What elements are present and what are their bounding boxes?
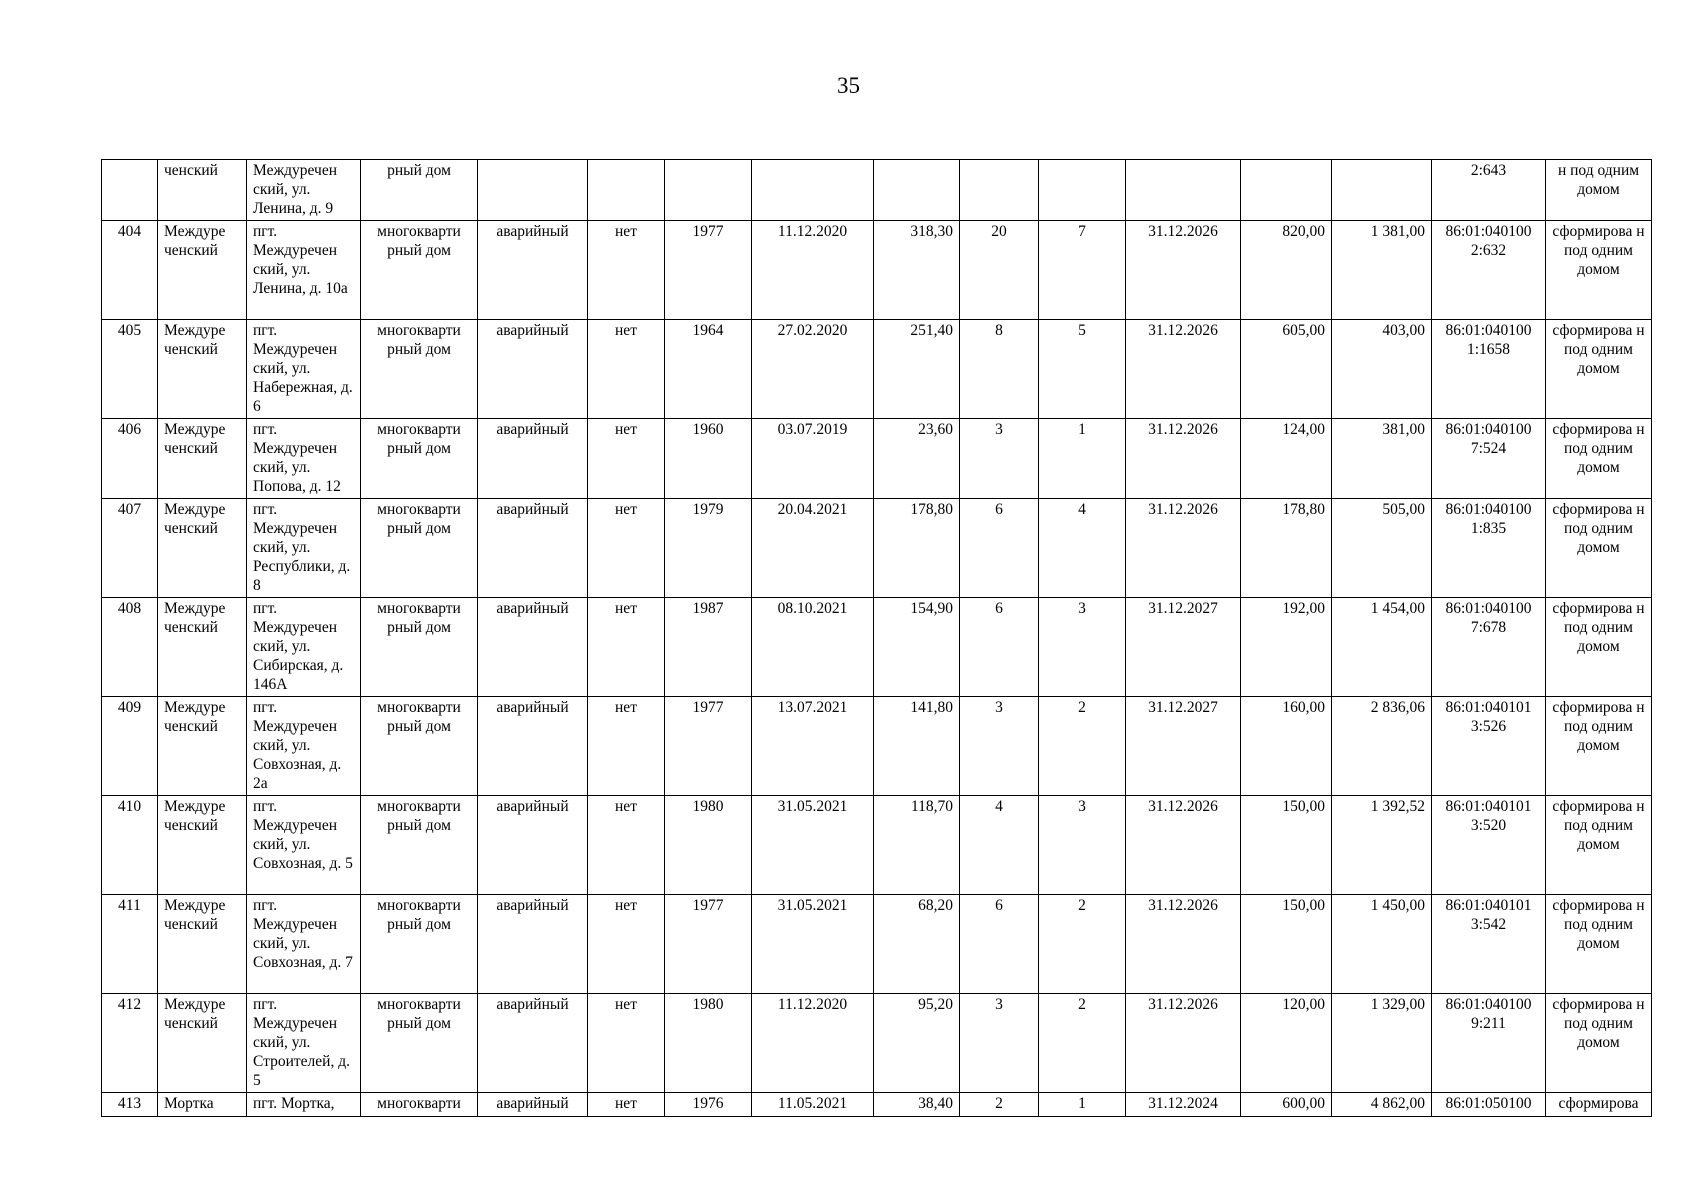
cost-cell: 1 454,00 xyxy=(1332,598,1432,697)
area-cell: 141,80 xyxy=(874,697,960,796)
resettlement-deadline-cell: 31.12.2027 xyxy=(1126,598,1241,697)
rooms-cell: 2 xyxy=(1039,895,1126,994)
residents-cell: 20 xyxy=(960,221,1039,320)
cadastral-number-cell: 86:01:040100 1:835 xyxy=(1432,499,1546,598)
area-cell xyxy=(874,160,960,221)
row-number-cell: 412 xyxy=(102,994,158,1093)
building-type-cell: многокварти рный дом xyxy=(361,697,478,796)
residents-cell xyxy=(960,160,1039,221)
land-area-cell: 150,00 xyxy=(1241,895,1332,994)
flag-cell: нет xyxy=(588,320,665,419)
land-status-cell: н под одним домом xyxy=(1546,160,1652,221)
resettlement-deadline-cell: 31.12.2026 xyxy=(1126,895,1241,994)
address-cell: пгт. Междуречен ский, ул. Попова, д. 12 xyxy=(247,419,361,499)
cadastral-number-cell: 86:01:040100 2:632 xyxy=(1432,221,1546,320)
cadastral-number-cell: 86:01:040101 3:526 xyxy=(1432,697,1546,796)
condition-status-cell xyxy=(478,160,588,221)
condition-status-cell: аварийный xyxy=(478,499,588,598)
cadastral-number-cell: 86:01:040100 1:1658 xyxy=(1432,320,1546,419)
table-row xyxy=(102,994,1652,1093)
build-year-cell: 1979 xyxy=(665,499,752,598)
condition-status-cell: аварийный xyxy=(478,419,588,499)
land-status-cell: сформирова н под одним домом xyxy=(1546,419,1652,499)
address-cell: пгт. Междуречен ский, ул. Республики, д. 8 xyxy=(247,499,361,598)
land-status-cell: сформирова н под одним домом xyxy=(1546,320,1652,419)
recognition-date-cell: 08.10.2021 xyxy=(752,598,874,697)
resettlement-deadline-cell: 31.12.2026 xyxy=(1126,796,1241,895)
resettlement-deadline-cell: 31.12.2026 xyxy=(1126,320,1241,419)
area-cell: 251,40 xyxy=(874,320,960,419)
building-type-cell: многокварти рный дом xyxy=(361,598,478,697)
cost-cell: 2 836,06 xyxy=(1332,697,1432,796)
rooms-cell: 2 xyxy=(1039,994,1126,1093)
cadastral-number-cell: 86:01:040100 7:524 xyxy=(1432,419,1546,499)
residents-cell: 3 xyxy=(960,697,1039,796)
recognition-date-cell: 11.12.2020 xyxy=(752,994,874,1093)
municipality-cell: Мортка xyxy=(158,1093,247,1117)
cost-cell: 4 862,00 xyxy=(1332,1093,1432,1117)
building-type-cell: многокварти рный дом xyxy=(361,419,478,499)
recognition-date-cell: 13.07.2021 xyxy=(752,697,874,796)
land-status-cell: сформирова н под одним домом xyxy=(1546,499,1652,598)
rooms-cell: 1 xyxy=(1039,1093,1126,1117)
table-row xyxy=(102,419,1652,499)
row-number-cell: 404 xyxy=(102,221,158,320)
table-row xyxy=(102,895,1652,994)
table-row xyxy=(102,160,1652,221)
condition-status-cell: аварийный xyxy=(478,895,588,994)
address-cell: пгт. Междуречен ский, ул. Сибирская, д. 146А xyxy=(247,598,361,697)
land-area-cell: 160,00 xyxy=(1241,697,1332,796)
build-year-cell: 1976 xyxy=(665,1093,752,1117)
build-year-cell: 1987 xyxy=(665,598,752,697)
residents-cell: 3 xyxy=(960,994,1039,1093)
row-number-cell: 408 xyxy=(102,598,158,697)
resettlement-deadline-cell xyxy=(1126,160,1241,221)
cost-cell: 505,00 xyxy=(1332,499,1432,598)
flag-cell: нет xyxy=(588,796,665,895)
condition-status-cell: аварийный xyxy=(478,221,588,320)
recognition-date-cell: 31.05.2021 xyxy=(752,895,874,994)
area-cell: 118,70 xyxy=(874,796,960,895)
residents-cell: 6 xyxy=(960,598,1039,697)
flag-cell: нет xyxy=(588,419,665,499)
area-cell: 38,40 xyxy=(874,1093,960,1117)
land-area-cell: 820,00 xyxy=(1241,221,1332,320)
condition-status-cell: аварийный xyxy=(478,796,588,895)
building-type-cell: многокварти рный дом xyxy=(361,796,478,895)
flag-cell: нет xyxy=(588,994,665,1093)
resettlement-deadline-cell: 31.12.2026 xyxy=(1126,499,1241,598)
flag-cell xyxy=(588,160,665,221)
table-row xyxy=(102,221,1652,320)
address-cell: пгт. Мортка, xyxy=(247,1093,361,1117)
address-cell: пгт. Междуречен ский, ул. Строителей, д. 5 xyxy=(247,994,361,1093)
address-cell: Междуречен ский, ул. Ленина, д. 9 xyxy=(247,160,361,221)
building-type-cell: многокварти рный дом xyxy=(361,994,478,1093)
land-area-cell xyxy=(1241,160,1332,221)
municipality-cell: Междуре ченский xyxy=(158,320,247,419)
municipality-cell: ченский xyxy=(158,160,247,221)
row-number-cell: 409 xyxy=(102,697,158,796)
row-number-cell xyxy=(102,160,158,221)
residents-cell: 4 xyxy=(960,796,1039,895)
recognition-date-cell: 11.05.2021 xyxy=(752,1093,874,1117)
land-area-cell: 124,00 xyxy=(1241,419,1332,499)
residents-cell: 6 xyxy=(960,499,1039,598)
row-number-cell: 411 xyxy=(102,895,158,994)
condition-status-cell: аварийный xyxy=(478,697,588,796)
address-cell: пгт. Междуречен ский, ул. Совхозная, д. 2а xyxy=(247,697,361,796)
land-area-cell: 192,00 xyxy=(1241,598,1332,697)
rooms-cell: 7 xyxy=(1039,221,1126,320)
rooms-cell: 3 xyxy=(1039,598,1126,697)
table-body xyxy=(102,160,1652,1117)
flag-cell: нет xyxy=(588,895,665,994)
cadastral-number-cell: 86:01:040101 3:520 xyxy=(1432,796,1546,895)
land-status-cell: сформирова xyxy=(1546,1093,1652,1117)
resettlement-deadline-cell: 31.12.2027 xyxy=(1126,697,1241,796)
row-number-cell: 413 xyxy=(102,1093,158,1117)
building-type-cell: многокварти рный дом xyxy=(361,320,478,419)
area-cell: 178,80 xyxy=(874,499,960,598)
build-year-cell: 1980 xyxy=(665,796,752,895)
recognition-date-cell: 20.04.2021 xyxy=(752,499,874,598)
rooms-cell: 5 xyxy=(1039,320,1126,419)
municipality-cell: Междуре ченский xyxy=(158,796,247,895)
build-year-cell: 1977 xyxy=(665,697,752,796)
flag-cell: нет xyxy=(588,221,665,320)
area-cell: 318,30 xyxy=(874,221,960,320)
recognition-date-cell: 03.07.2019 xyxy=(752,419,874,499)
cost-cell: 1 392,52 xyxy=(1332,796,1432,895)
recognition-date-cell: 11.12.2020 xyxy=(752,221,874,320)
condition-status-cell: аварийный xyxy=(478,320,588,419)
flag-cell: нет xyxy=(588,499,665,598)
rooms-cell: 3 xyxy=(1039,796,1126,895)
cost-cell xyxy=(1332,160,1432,221)
table-row xyxy=(102,499,1652,598)
rooms-cell: 2 xyxy=(1039,697,1126,796)
flag-cell: нет xyxy=(588,598,665,697)
build-year-cell xyxy=(665,160,752,221)
municipality-cell: Междуре ченский xyxy=(158,895,247,994)
row-number-cell: 410 xyxy=(102,796,158,895)
row-number-cell: 405 xyxy=(102,320,158,419)
building-type-cell: многокварти рный дом xyxy=(361,221,478,320)
build-year-cell: 1960 xyxy=(665,419,752,499)
building-type-cell: многокварти рный дом xyxy=(361,499,478,598)
residents-cell: 2 xyxy=(960,1093,1039,1117)
table-row xyxy=(102,796,1652,895)
rooms-cell: 4 xyxy=(1039,499,1126,598)
area-cell: 154,90 xyxy=(874,598,960,697)
residents-cell: 8 xyxy=(960,320,1039,419)
area-cell: 23,60 xyxy=(874,419,960,499)
municipality-cell: Междуре ченский xyxy=(158,221,247,320)
cost-cell: 403,00 xyxy=(1332,320,1432,419)
land-status-cell: сформирова н под одним домом xyxy=(1546,796,1652,895)
land-status-cell: сформирова н под одним домом xyxy=(1546,221,1652,320)
build-year-cell: 1980 xyxy=(665,994,752,1093)
cadastral-number-cell: 86:01:040100 7:678 xyxy=(1432,598,1546,697)
cadastral-number-cell: 86:01:050100 xyxy=(1432,1093,1546,1117)
cost-cell: 1 329,00 xyxy=(1332,994,1432,1093)
municipality-cell: Междуре ченский xyxy=(158,419,247,499)
municipality-cell: Междуре ченский xyxy=(158,499,247,598)
condition-status-cell: аварийный xyxy=(478,598,588,697)
build-year-cell: 1977 xyxy=(665,221,752,320)
resettlement-deadline-cell: 31.12.2026 xyxy=(1126,221,1241,320)
address-cell: пгт. Междуречен ский, ул. Ленина, д. 10а xyxy=(247,221,361,320)
recognition-date-cell: 31.05.2021 xyxy=(752,796,874,895)
address-cell: пгт. Междуречен ский, ул. Набережная, д. 6 xyxy=(247,320,361,419)
recognition-date-cell xyxy=(752,160,874,221)
land-status-cell: сформирова н под одним домом xyxy=(1546,697,1652,796)
cadastral-number-cell: 2:643 xyxy=(1432,160,1546,221)
residents-cell: 6 xyxy=(960,895,1039,994)
residents-cell: 3 xyxy=(960,419,1039,499)
condition-status-cell: аварийный xyxy=(478,994,588,1093)
table-row xyxy=(102,320,1652,419)
cost-cell: 1 381,00 xyxy=(1332,221,1432,320)
recognition-date-cell: 27.02.2020 xyxy=(752,320,874,419)
table-row xyxy=(102,697,1652,796)
land-status-cell: сформирова н под одним домом xyxy=(1546,895,1652,994)
flag-cell: нет xyxy=(588,697,665,796)
cadastral-number-cell: 86:01:040100 9:211 xyxy=(1432,994,1546,1093)
row-number-cell: 407 xyxy=(102,499,158,598)
cost-cell: 1 450,00 xyxy=(1332,895,1432,994)
land-area-cell: 150,00 xyxy=(1241,796,1332,895)
land-status-cell: сформирова н под одним домом xyxy=(1546,598,1652,697)
address-cell: пгт. Междуречен ский, ул. Совхозная, д. 7 xyxy=(247,895,361,994)
area-cell: 68,20 xyxy=(874,895,960,994)
land-area-cell: 178,80 xyxy=(1241,499,1332,598)
cadastral-number-cell: 86:01:040101 3:542 xyxy=(1432,895,1546,994)
building-type-cell: рный дом xyxy=(361,160,478,221)
land-status-cell: сформирова н под одним домом xyxy=(1546,994,1652,1093)
land-area-cell: 120,00 xyxy=(1241,994,1332,1093)
page-number: 35 xyxy=(837,73,860,98)
table-row xyxy=(102,1093,1652,1117)
build-year-cell: 1977 xyxy=(665,895,752,994)
area-cell: 95,20 xyxy=(874,994,960,1093)
municipality-cell: Междуре ченский xyxy=(158,697,247,796)
rooms-cell xyxy=(1039,160,1126,221)
cost-cell: 381,00 xyxy=(1332,419,1432,499)
municipality-cell: Междуре ченский xyxy=(158,598,247,697)
building-type-cell: многокварти xyxy=(361,1093,478,1117)
table-row xyxy=(102,598,1652,697)
resettlement-deadline-cell: 31.12.2026 xyxy=(1126,419,1241,499)
land-area-cell: 605,00 xyxy=(1241,320,1332,419)
housing-registry-table xyxy=(101,159,1652,1117)
row-number-cell: 406 xyxy=(102,419,158,499)
rooms-cell: 1 xyxy=(1039,419,1126,499)
resettlement-deadline-cell: 31.12.2026 xyxy=(1126,994,1241,1093)
address-cell: пгт. Междуречен ский, ул. Совхозная, д. 5 xyxy=(247,796,361,895)
condition-status-cell: аварийный xyxy=(478,1093,588,1117)
flag-cell: нет xyxy=(588,1093,665,1117)
resettlement-deadline-cell: 31.12.2024 xyxy=(1126,1093,1241,1117)
building-type-cell: многокварти рный дом xyxy=(361,895,478,994)
municipality-cell: Междуре ченский xyxy=(158,994,247,1093)
build-year-cell: 1964 xyxy=(665,320,752,419)
land-area-cell: 600,00 xyxy=(1241,1093,1332,1117)
